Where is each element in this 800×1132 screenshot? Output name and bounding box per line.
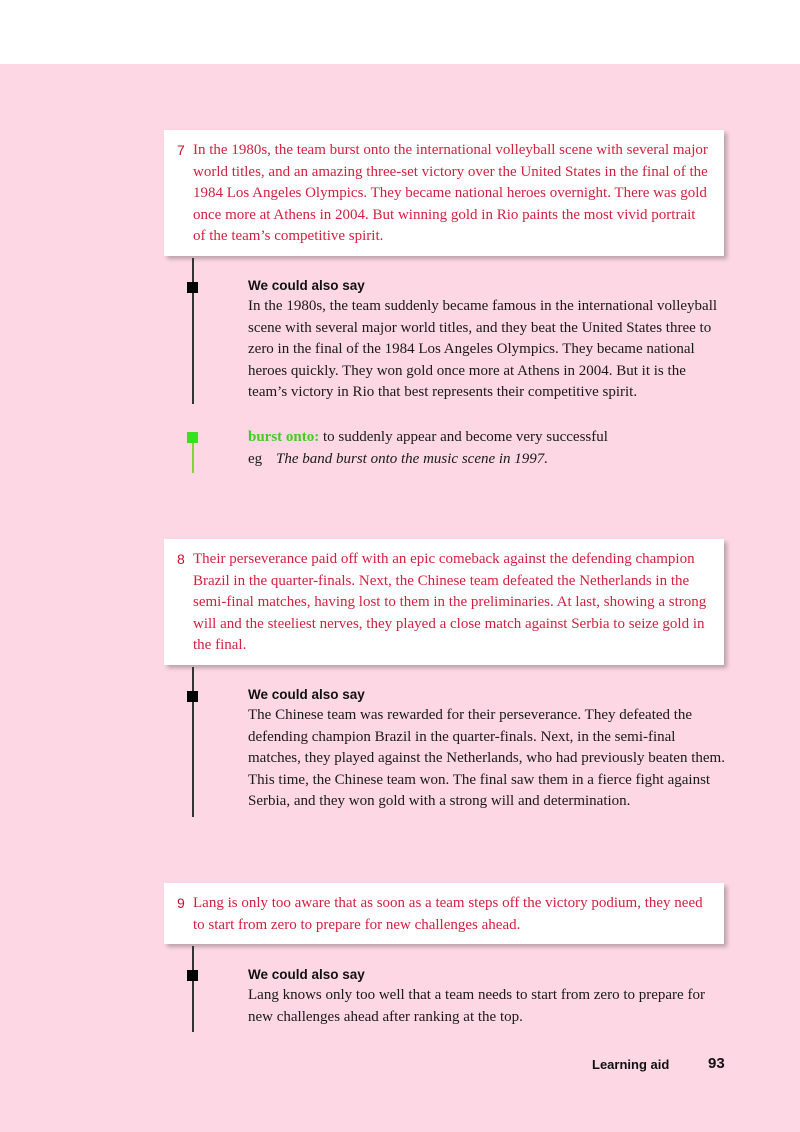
vocab-definition: to suddenly appear and become very successful (323, 429, 608, 445)
alt-heading: We could also say (248, 687, 365, 702)
we-could-also-say-block (248, 685, 728, 813)
vocab-definition-line (248, 427, 728, 449)
footer-section-label: Learning aid (592, 1057, 670, 1072)
vocab-example-line (248, 449, 728, 471)
alt-text: The Chinese team was rewarded for their perseverance. They defeated the defending champion Brazil in the quarter-finals. Next, in the semi-final matches, they played against the Netherlands, who had previously beaten them. This time, the Chinese team won. The final saw them in a fierce fight against Serbia, and they won gold with a strong will and determination. (248, 707, 725, 810)
timeline-line (192, 946, 194, 1032)
bullet-square-icon (187, 282, 198, 293)
paragraph-number: 8 (177, 551, 185, 567)
passage-box-9 (164, 883, 724, 944)
passage-text: Their perseverance paid off with an epic comeback against the defending champion Brazil in the quarter-finals. Next, the Chinese team defeated the Netherlands in the semi-final matches, having lost to them in the preliminaries. At last, showing a strong will and the steeliest nerves, they played a close match against Serbia to seize gold in the final. (193, 551, 707, 653)
passage-box-8 (164, 539, 724, 665)
passage-box-7 (164, 130, 724, 256)
we-could-also-say-block (248, 965, 728, 1028)
alt-heading: We could also say (248, 967, 365, 982)
passage-text: Lang is only too aware that as soon as a team steps off the victory podium, they need to start from zero to prepare for new challenges ahead. (193, 895, 703, 933)
vocab-example: The band burst onto the music scene in 1997. (276, 450, 549, 467)
vocab-bullet-square-icon (187, 432, 198, 443)
alt-heading: We could also say (248, 278, 365, 293)
paragraph-number: 9 (177, 895, 185, 911)
bullet-square-icon (187, 691, 198, 702)
eg-label: eg (248, 450, 263, 467)
paragraph-number: 7 (177, 142, 185, 158)
passage-text: In the 1980s, the team burst onto the international volleyball scene with several major world titles, and an amazing three-set victory over the United States in the final of the 1984 Los Angeles Olympics. They became national heroes overnight. There was gold once more at Athens in 2004. But winning gold in Rio paints the most vivid portrait of the team’s competitive spirit. (193, 142, 708, 244)
we-could-also-say-block (248, 276, 728, 404)
bullet-square-icon (187, 970, 198, 981)
alt-text: Lang knows only too well that a team needs to start from zero to prepare for new challenges ahead after ranking at the top. (248, 987, 705, 1025)
alt-text: In the 1980s, the team suddenly became famous in the international volleyball scene with several major world titles, and they beat the United States three to zero in the final of the 1984 Los Angeles Olympics. They became national heroes quickly. They won gold once more at Athens in 2004. But it is the team’s victory in Rio that best represents their competitive spirit. (248, 298, 718, 401)
timeline-line (192, 258, 194, 404)
vocab-term: burst onto: (248, 429, 320, 445)
timeline-line (192, 667, 194, 817)
page-number: 93 (708, 1055, 725, 1072)
vocabulary-note (248, 427, 728, 470)
